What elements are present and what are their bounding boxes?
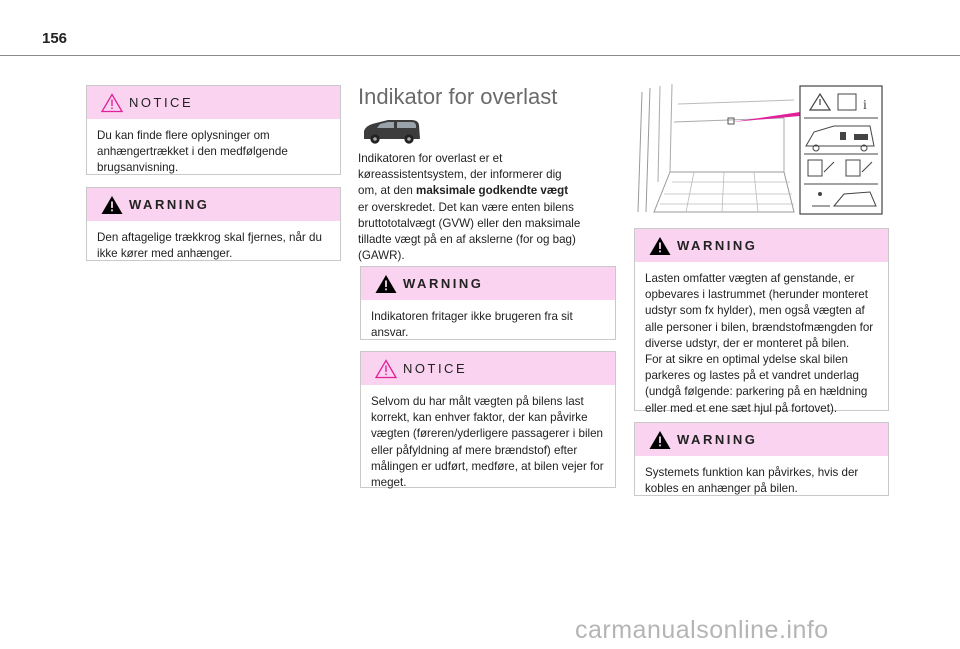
bold-phrase: maksimale godkendte vægt — [416, 184, 569, 198]
watermark: carmanualsonline.info — [575, 616, 829, 644]
warning-triangle-icon — [649, 430, 671, 450]
warning-title: WARNING — [129, 197, 210, 212]
notice-title: NOTICE — [403, 361, 468, 376]
notice-box-middle — [360, 351, 616, 488]
van-icon — [360, 117, 424, 145]
warning-triangle-icon — [649, 236, 671, 256]
warning-text: Systemets funktion kan påvirkes, hvis der kobles en anhænger på bilen. — [645, 466, 859, 496]
notice-header — [87, 86, 340, 119]
warning-text: Den aftagelige trækkrog skal fjernes, når du ikke kører med anhænger. — [97, 231, 322, 261]
notice-header — [361, 352, 615, 385]
cargo-area-illustration — [634, 82, 886, 218]
warning-text: Indikatoren fritager ikke brugeren fra sit ansvar. — [371, 310, 573, 340]
notice-box-left — [86, 85, 341, 175]
intro-paragraph: Indikatoren for overlast er et køreassistentsystem, der informerer dig om, at den maksimale godkendte vægt er overskredet. Det kan være enten bilens bruttototalvægt (GVW) eller den maksimale tilladte vægt på en af akslerne (for og bag) (GAWR). — [358, 152, 581, 263]
warning-box-middle — [360, 266, 616, 340]
warning-box-left — [86, 187, 341, 261]
warning-title: WARNING — [677, 432, 758, 447]
notice-triangle-icon — [101, 93, 123, 113]
notice-text: Selvom du har målt vægten på bilens last korrekt, kan enhver faktor, der kan påvirke vægten (føreren/yderligere passagerer i bilen eller påfyldning af mere brændstof) efter målingen er udført, medføre, at bilen vejer for meget. — [371, 395, 604, 490]
warning-header — [635, 229, 888, 262]
notice-title: NOTICE — [129, 95, 194, 110]
warning-title: WARNING — [677, 238, 758, 253]
section-heading: Indikator for overlast — [358, 84, 558, 109]
warning-box-right-2 — [634, 422, 889, 496]
warning-title: WARNING — [403, 276, 484, 291]
warning-text: Lasten omfatter vægten af genstande, er opbevares i lastrummet (herunder monteret udstyr som fx hylder), men også vægten af alle personer i bilen, brændstofmængden for diverse udstyr, der er monteret på bilen. For at sikre en optimal ydelse skal bilen parkeres og lastes på et vandret underlag (undgå følgende: parkering på en hældning eller med et ene sæt hjul på fortovet). — [645, 272, 874, 415]
notice-triangle-icon — [375, 359, 397, 379]
warning-header — [87, 188, 340, 221]
svg-text:i: i — [863, 98, 867, 113]
warning-triangle-icon — [375, 274, 397, 294]
warning-box-right-1 — [634, 228, 889, 415]
notice-text: Du kan finde flere oplysninger om anhængertrækket i den medfølgende brugsanvisning. — [97, 129, 288, 175]
warning-triangle-icon — [101, 195, 123, 215]
page-number: 156 — [42, 30, 68, 47]
warning-header — [361, 267, 615, 300]
header-divider — [0, 55, 960, 56]
warning-header — [635, 423, 888, 456]
